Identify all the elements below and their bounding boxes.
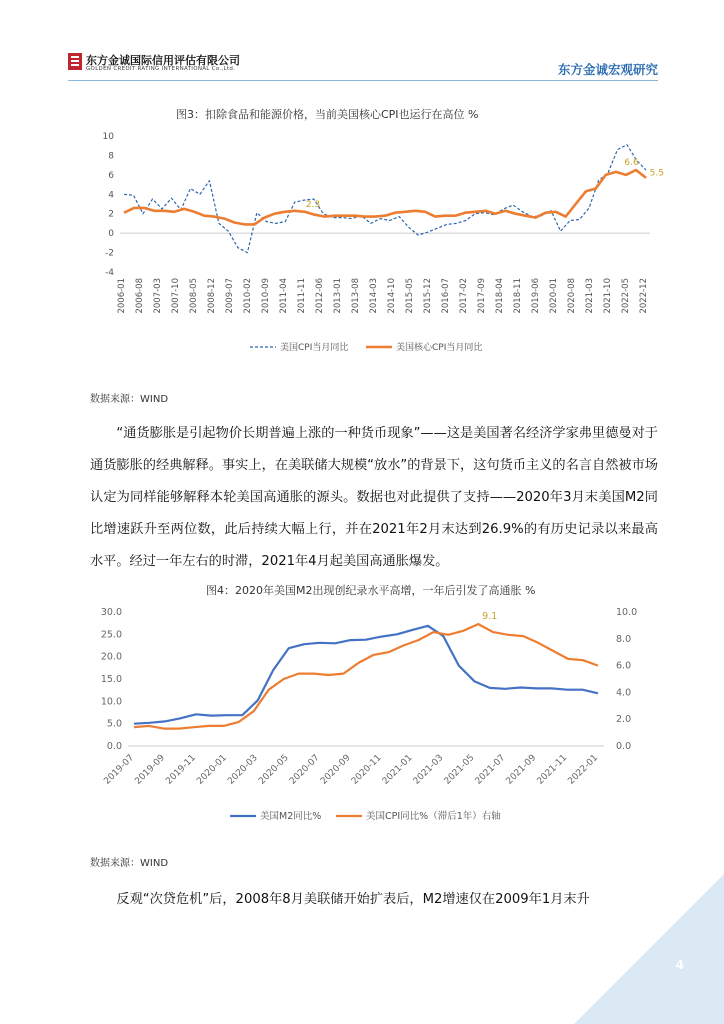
legend-label-cpi: 美国CPI当月同比 [280,343,349,353]
x-tick-label: 2021-05 [442,753,477,787]
left-y-tick-label: 10.0 [100,696,122,708]
legend-label-cpi-lagged: 美国CPI同比%（滞后1年）右轴 [366,811,501,822]
figure3-title: 图3：扣除食品和能源价格，当前美国核心CPI也运行在高位 % [176,108,479,121]
x-tick-label: 2020-07 [288,753,322,787]
figure4-title: 图4：2020年美国M2出现创纪录水平高增，一年后引发了高通胀 % [206,584,536,597]
header-divider [68,80,658,81]
x-tick-label: 2018-04 [495,278,505,314]
x-tick-label: 2011-04 [279,278,289,314]
figure3-chart [90,124,670,364]
x-tick-label: 2008-12 [207,278,217,314]
y-tick-label: 4 [108,190,114,201]
left-y-tick-label: 5.0 [106,718,122,730]
y-tick-label: -4 [105,268,114,278]
data-label: 6.6 [624,158,639,169]
x-tick-label: 2017-02 [459,278,469,314]
x-tick-label: 2019-11 [164,753,198,787]
x-tick-label: 2021-03 [585,278,595,314]
left-y-tick-label: 0.0 [106,741,122,752]
right-y-tick-label: 4.0 [616,687,632,699]
x-tick-label: 2007-10 [171,278,181,314]
x-tick-label: 2015-05 [405,278,415,314]
x-tick-label: 2010-02 [243,278,253,314]
right-y-tick-label: 10.0 [616,607,638,618]
data-label: 9.1 [482,611,498,623]
company-name-en: GOLDEN CREDIT RATING INTERNATIONAL Co.,Ltd. [86,66,236,72]
x-tick-label: 2009-07 [225,278,235,314]
x-tick-label: 2006-01 [117,278,127,314]
x-tick-label: 2020-08 [567,278,577,314]
x-tick-label: 2016-07 [441,278,451,314]
x-tick-label: 2008-05 [189,278,199,314]
series-line-core-cpi [124,170,646,224]
x-tick-label: 2022-05 [621,278,631,314]
x-tick-label: 2020-01 [195,753,229,787]
right-y-tick-label: 6.0 [616,660,632,672]
page-number: 4 [675,958,684,972]
company-logo-icon [68,53,82,70]
x-tick-label: 2012-06 [315,278,325,314]
legend-label-core-cpi: 美国核心CPI当月同比 [396,343,483,353]
x-tick-label: 2020-01 [549,278,559,314]
left-y-tick-label: 20.0 [100,651,122,663]
x-tick-label: 2019-09 [133,753,168,787]
right-y-tick-label: 8.0 [616,633,632,645]
legend-label-m2: 美国M2同比% [260,811,322,822]
y-tick-label: 6 [108,170,114,181]
y-tick-label: -2 [105,248,114,259]
x-tick-label: 2013-08 [351,278,361,314]
x-tick-label: 2019-07 [102,753,137,787]
x-tick-label: 2007-03 [153,278,163,314]
x-tick-label: 2018-11 [513,278,523,314]
y-tick-label: 0 [108,229,114,240]
left-y-tick-label: 30.0 [100,607,122,618]
y-tick-label: 2 [108,209,114,220]
right-y-tick-label: 2.0 [616,714,632,726]
x-tick-label: 2015-12 [423,278,433,314]
x-tick-label: 2021-11 [535,753,570,787]
x-tick-label: 2010-09 [261,278,271,314]
x-tick-label: 2021-01 [380,753,415,787]
x-tick-label: 2020-09 [318,753,353,787]
x-tick-label: 2021-10 [603,278,613,314]
body-paragraph-2: 反观“次贷危机”后，2008年8月美联储开始扩表后，M2增速仅在2009年1月末升 [116,892,590,907]
figure4-chart [90,602,670,842]
x-tick-label: 2011-11 [297,278,307,314]
x-tick-label: 2020-05 [257,753,291,787]
x-tick-label: 2006-08 [135,278,145,314]
x-tick-label: 2021-03 [411,753,446,787]
x-tick-label: 2020-11 [349,753,384,787]
page-header [0,0,724,86]
x-tick-label: 2022-01 [566,753,601,787]
x-tick-label: 2019-06 [531,278,541,314]
company-name-cn: 东方金诚国际信用评估有限公司 [86,54,240,67]
right-y-tick-label: 0.0 [616,741,632,752]
left-y-tick-label: 15.0 [100,674,122,685]
x-tick-label: 2022-12 [639,278,649,314]
left-y-tick-label: 25.0 [100,629,122,641]
x-tick-label: 2014-10 [387,278,397,314]
corner-decoration [574,874,724,1024]
series-line-cpi [124,145,646,253]
x-tick-label: 2021-07 [473,753,508,787]
x-tick-label: 2017-09 [477,278,487,314]
figure4-source: 数据来源：WIND [90,858,169,869]
data-label: 2.3 [305,199,321,210]
x-tick-label: 2014-03 [369,278,379,314]
x-tick-label: 2021-09 [504,753,539,787]
series-line-m2 [134,626,598,724]
figure3-source: 数据来源：WIND [90,394,169,405]
x-tick-label: 2013-01 [333,278,343,314]
y-tick-label: 8 [108,151,114,162]
x-tick-label: 2020-03 [226,753,260,787]
report-series-title: 东方金诚宏观研究 [557,62,658,77]
data-label: 5.5 [649,168,664,179]
body-paragraph-1: “通货膨胀是引起物价长期普遍上涨的一种货币现象”——这是美国著名经济学家弗里德曼对于通货膨胀的经典解释。事实上，在美联储大规模“放水”的背景下，这句货币主义的名言自然被市场认定为同样能够解释本轮美国高通胀的源头。数据也对此提供了支持——2020年3月末美国M2同比增速跃升至两位数，此后持续大幅上行，并在2021年2月末达到26.9%的有历史记录以来最高水平。经过一年左右的时滞，2021年4月起美国高通胀爆发。 [90,426,658,569]
y-tick-label: 10 [102,132,114,142]
